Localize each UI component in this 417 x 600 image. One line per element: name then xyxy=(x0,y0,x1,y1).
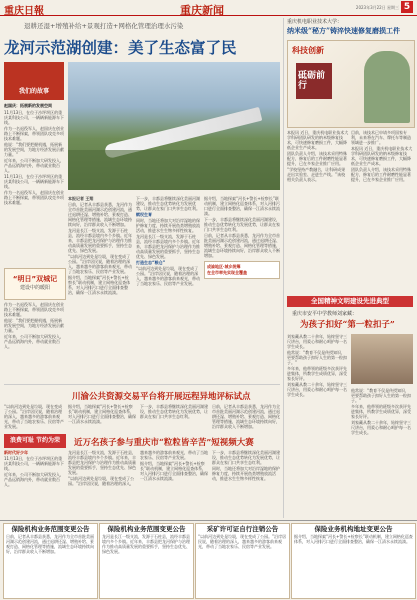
ad-3-body: “以前河边到处是垃圾，现在变成了公园。”沿岸居民说，随着治理的深入，越来越多的游客前来观光，带动了当地农家乐、民宿等产业发展。 xyxy=(198,534,287,549)
story3-banner xyxy=(4,434,66,448)
right-headline: 纳米级“秘方”铸淬快速修复磨损工件 xyxy=(287,26,401,35)
left-story-title: 赵国庆：拓展新的发展空间 xyxy=(4,103,52,108)
rule-1 xyxy=(4,384,280,385)
ad-4-body: 据介绍，当地探索“河长+警长+检察长”联动机制，建立网格化巡查体系，对入河排污口进行全面排查整治，确保一江清水永续流淌。 xyxy=(294,534,413,544)
lead-body-col-3: 据介绍，当地探索“河长+警长+检察长”联动机制，建立网格化巡查体系，对入河排污口进行全面排查整治，确保一江清水永续流淌。 下一步，丰都县将继续深化美丽河湖建设，推动生态优势转化为发展优势，让群众在家门口共享生态红利。 日前，记者从丰都县获悉，龙河作为全市首批美丽河湖示范创建河流，通过退耕还湿、增殖补给、景观打造、网格化管理等措施，流域生态环境持续向好，沿岸群众收入不断增加。 成渝地区·城乡统筹 在全市率先实现全覆盖 xyxy=(204,196,280,378)
right-banner xyxy=(287,296,413,307)
ad-1 xyxy=(3,523,98,599)
banner-label: 我们的故事 xyxy=(18,88,49,95)
story2-headline: 近万名孩子参与重庆市“粒粒皆辛苦”短视频大赛 xyxy=(74,438,254,448)
ad-4 xyxy=(291,523,416,599)
left-column-text xyxy=(4,103,66,263)
left-subhead-box xyxy=(4,268,66,300)
ad-1-title: 保险机构业务范围变更公告 xyxy=(11,525,90,533)
right-story-headline: 为孩子扣好“第一粒扣子” xyxy=(300,320,395,330)
feature-graphic xyxy=(287,40,415,128)
story1-headline: 川渝公共资源交易平台将开展远程异地评标试点 xyxy=(72,392,251,402)
page-number: 5 xyxy=(401,1,413,13)
lead-body-col-2: 下一步，丰都县将继续深化美丽河湖建设，推动生态优势转化为发展优势，让群众在家门口共享生态红利。 赋权生育 同时，当地还将加大对沿岸湿地的保护修复力度，持续开展鱼类增殖放流活动，推进水生生物多样性恢复。 龙河是长江一级支流，发源于石柱县，流经丰都县境内多个乡镇。近年来，丰都县把龙河保护与治理作为推动高质量发展的重要抓手，坚持生态优先、绿色发展。 打造生态“粮仓” “以前河边到处是垃圾，现在变成了公园。”沿岸居民说，随着治理的深入，越来越多的游客前来观光，带动了当地农家乐、民宿等产业发展。 xyxy=(136,196,200,286)
story-banner xyxy=(4,62,64,100)
feature-label: 科技创新 xyxy=(292,46,324,55)
right-story-kicker: 重庆市安平中学教师刘家藏： xyxy=(292,311,358,317)
hillside-shape xyxy=(68,150,280,190)
ad-2 xyxy=(99,523,194,599)
lead-photo xyxy=(68,62,280,190)
lead-headline: 龙河示范湖创建：美了生态富了民 xyxy=(4,38,237,57)
right-body-col-1: 本报讯 近日，重庆机电职业技术大学科研团队研发的纳米级修复技术，可快速修复磨损工件，大幅降低企业生产成本。 团队负责人介绍，该技术采用特殊配方，修复后的工件耐磨性能显著提升，已在多家企业推广应用。 “学校坚持产教融合，让科研成果走出实验室、走进生产线。”该校相关负责人表示。 xyxy=(287,130,349,182)
right-body-col-2: 目前，该技术已申请多项国家专利，未来将在汽车、摩托车等制造领域进一步推广。 本报讯 近日，重庆机电职业技术大学科研团队研发的纳米级修复技术，可快速修复磨损工件，大幅降低企业生产成本。 团队负责人介绍，该技术采用特殊配方，修复后的工件耐磨性能显著提升，已在多家企业推广应用。 xyxy=(351,130,413,182)
ad-3 xyxy=(195,523,290,599)
ad-2-title: 保险机构业务范围变更公告 xyxy=(107,525,186,533)
ad-2-body: 龙河是长江一级支流，发源于石柱县，流经丰都县境内多个乡镇。近年来，丰都县把龙河保护与治理作为推动高质量发展的重要抓手，坚持生态优先、绿色发展。 xyxy=(102,534,190,554)
ad-4-title: 保险业务机构地址变更公告 xyxy=(314,525,393,533)
story2-body: 龙河是长江一级支流，发源于石柱县，流经丰都县境内多个乡镇。近年来，丰都县把龙河保护与治理作为推动高质量发展的重要抓手，坚持生态优先、绿色发展。 “以前河边到处是垃圾，现在变成了公园。”沿岸居民说，随着治理的深入，越来越多的游客前来观光，带动了当地农家乐、民宿等产业发展。 据介绍，当地探索“河长+警长+检察长”联动机制，建立网格化巡查体系，对入河排污口进行全面排查整治，确保一江清水永续流淌。 下一步，丰都县将继续深化美丽河湖建设，推动生态优势转化为发展优势，让群众在家门口共享生态红利。 同时，当地还将加大对沿岸湿地的保护修复力度，持续开展鱼类增殖放流活动，推进水生生物多样性恢复。 xyxy=(68,450,280,486)
left-lower-text: 作为一名退役军人，赵国庆在创业路上不断探索，带领团队攻克多项技术难题。 他说：“我们要把握机遇，拓展新的发展空间，为地方经济发展贡献力量。” 近年来，公司不断加大研发投入，产品远销海内外，带动就业数百人。 xyxy=(4,302,64,349)
mid-box: 成渝地区·城乡统筹 在全市率先实现全覆盖 xyxy=(204,261,280,279)
masthead: 重庆日報 xyxy=(4,6,44,17)
lead-kicker: 退耕还湿+增殖补给+景观打造+网格化管理治理水污染 xyxy=(24,22,184,30)
ad-1-body: 日前，记者从丰都县获悉，龙河作为全市首批美丽河湖示范创建河流，通过退耕还湿、增殖补给、景观打造、网格化管理等措施，流域生态环境持续向好，沿岸群众收入不断增加。 xyxy=(6,534,94,554)
lead-body-col-1: 本报记者 王翔 日前，记者从丰都县获悉，龙河作为全市首批美丽河湖示范创建河流，通过退耕还湿、增殖补给、景观打造、网格化管理等措施，流域生态环境持续向好，沿岸群众收入不断增加。 龙河是长江一级支流，发源于石柱县，流经丰都县境内多个乡镇。近年来，丰都县把龙河保护与治理作为推动高质量发展的重要抓手，坚持生态优先、绿色发展。 “以前河边到处是垃圾，现在变成了公园。”沿岸居民说，随着治理的深入，越来越多的游客前来观光，带动了当地农家乐、民宿等产业发展。 据介绍，当地探索“河长+警长+检察长”联动机制，建立网格化巡查体系，对入河排污口进行全面排查整治，确保一江清水永续流淌。 xyxy=(68,196,132,295)
right-kicker: 重庆机电职业技术大学： xyxy=(287,19,343,25)
right-story-col-2: 他常说：“教育不仅是传授知识，更要帮助孩子扣好人生的第一粒扣子。” 多年来，他带领的班级多次获评先进集体，所教学生成绩优异，深受家长好评。 刘家藏从教二十余年，始终坚守三尺讲台，用爱心和耐心呵护每一名学生成长。 xyxy=(351,388,411,435)
left-story-body: 11月13日，在位于沙坪坝区的重庆某科技公司，一辆辆新能源车下线。 作为一名退役军人，赵国庆在创业路上不断探索，带领团队攻克多项技术难题。 他说：“我们要把握机遇，拓展新的发展空间，为地方经济发展贡献力量。” 近年来，公司不断加大研发投入，产品远销海内外，带动就业数百人。 11月13日，在位于沙坪坝区的重庆某科技公司，一辆辆新能源车下线。 作为一名退役军人，赵国庆在创业路上不断探索，带领团队攻克多项技术难题。 xyxy=(4,110,64,205)
column-divider xyxy=(283,18,284,518)
right-story-col-1: 刘家藏从教二十余年，始终坚守三尺讲台，用爱心和耐心呵护每一名学生成长。 他常说：“教育不仅是传授知识，更要帮助孩子扣好人生的第一粒扣子。” 多年来，他带领的班级多次获评先进集体，所教学生成绩优异，深受家长好评。 刘家藏从教二十余年，始终坚守三尺讲台，用爱心和耐心呵护每一名学生成长。 xyxy=(287,334,347,397)
ad-3-title: 采矿许可证自行注销公告 xyxy=(206,525,279,533)
ads-rule xyxy=(0,520,417,521)
left-subhead: “明日”双城记 xyxy=(12,275,58,283)
date-line: 2023年3月22日 星期三 xyxy=(355,5,399,10)
story3-title: 浪费可耻 节约为荣 xyxy=(9,437,61,444)
right-story-photo xyxy=(351,334,413,384)
feature-big: 砥砺前行 xyxy=(298,71,326,91)
feature-portrait xyxy=(364,51,410,123)
section-title: 重庆新闻 xyxy=(180,4,224,17)
story3-body: 新时代好少年 11月13日，在位于沙坪坝区的重庆某科技公司，一辆辆新能源车下线。 近年来，公司不断加大研发投入，产品远销海内外，带动就业数百人。 xyxy=(4,450,64,487)
story1-body: 据介绍，当地探索“河长+警长+检察长”联动机制，建立网格化巡查体系，对入河排污口进行全面排查整治，确保一江清水永续流淌。 下一步，丰都县将继续深化美丽河湖建设，推动生态优势转化为发展优势，让群众在家门口共享生态红利。 日前，记者从丰都县获悉，龙河作为全市首批美丽河湖示范创建河流，通过退耕还湿、增殖补给、景观打造、网格化管理等措施，流域生态环境持续向好，沿岸群众收入不断增加。 xyxy=(68,404,280,429)
story1-left-body: “以前河边到处是垃圾，现在变成了公园。”沿岸居民说，随着治理的深入，越来越多的游客前来观光，带动了当地农家乐、民宿等产业发展。 xyxy=(4,404,64,429)
left-sub2: 建设中的暖阳 xyxy=(19,285,50,291)
right-banner-label: 全国精神文明建设先进典型 xyxy=(311,297,389,305)
